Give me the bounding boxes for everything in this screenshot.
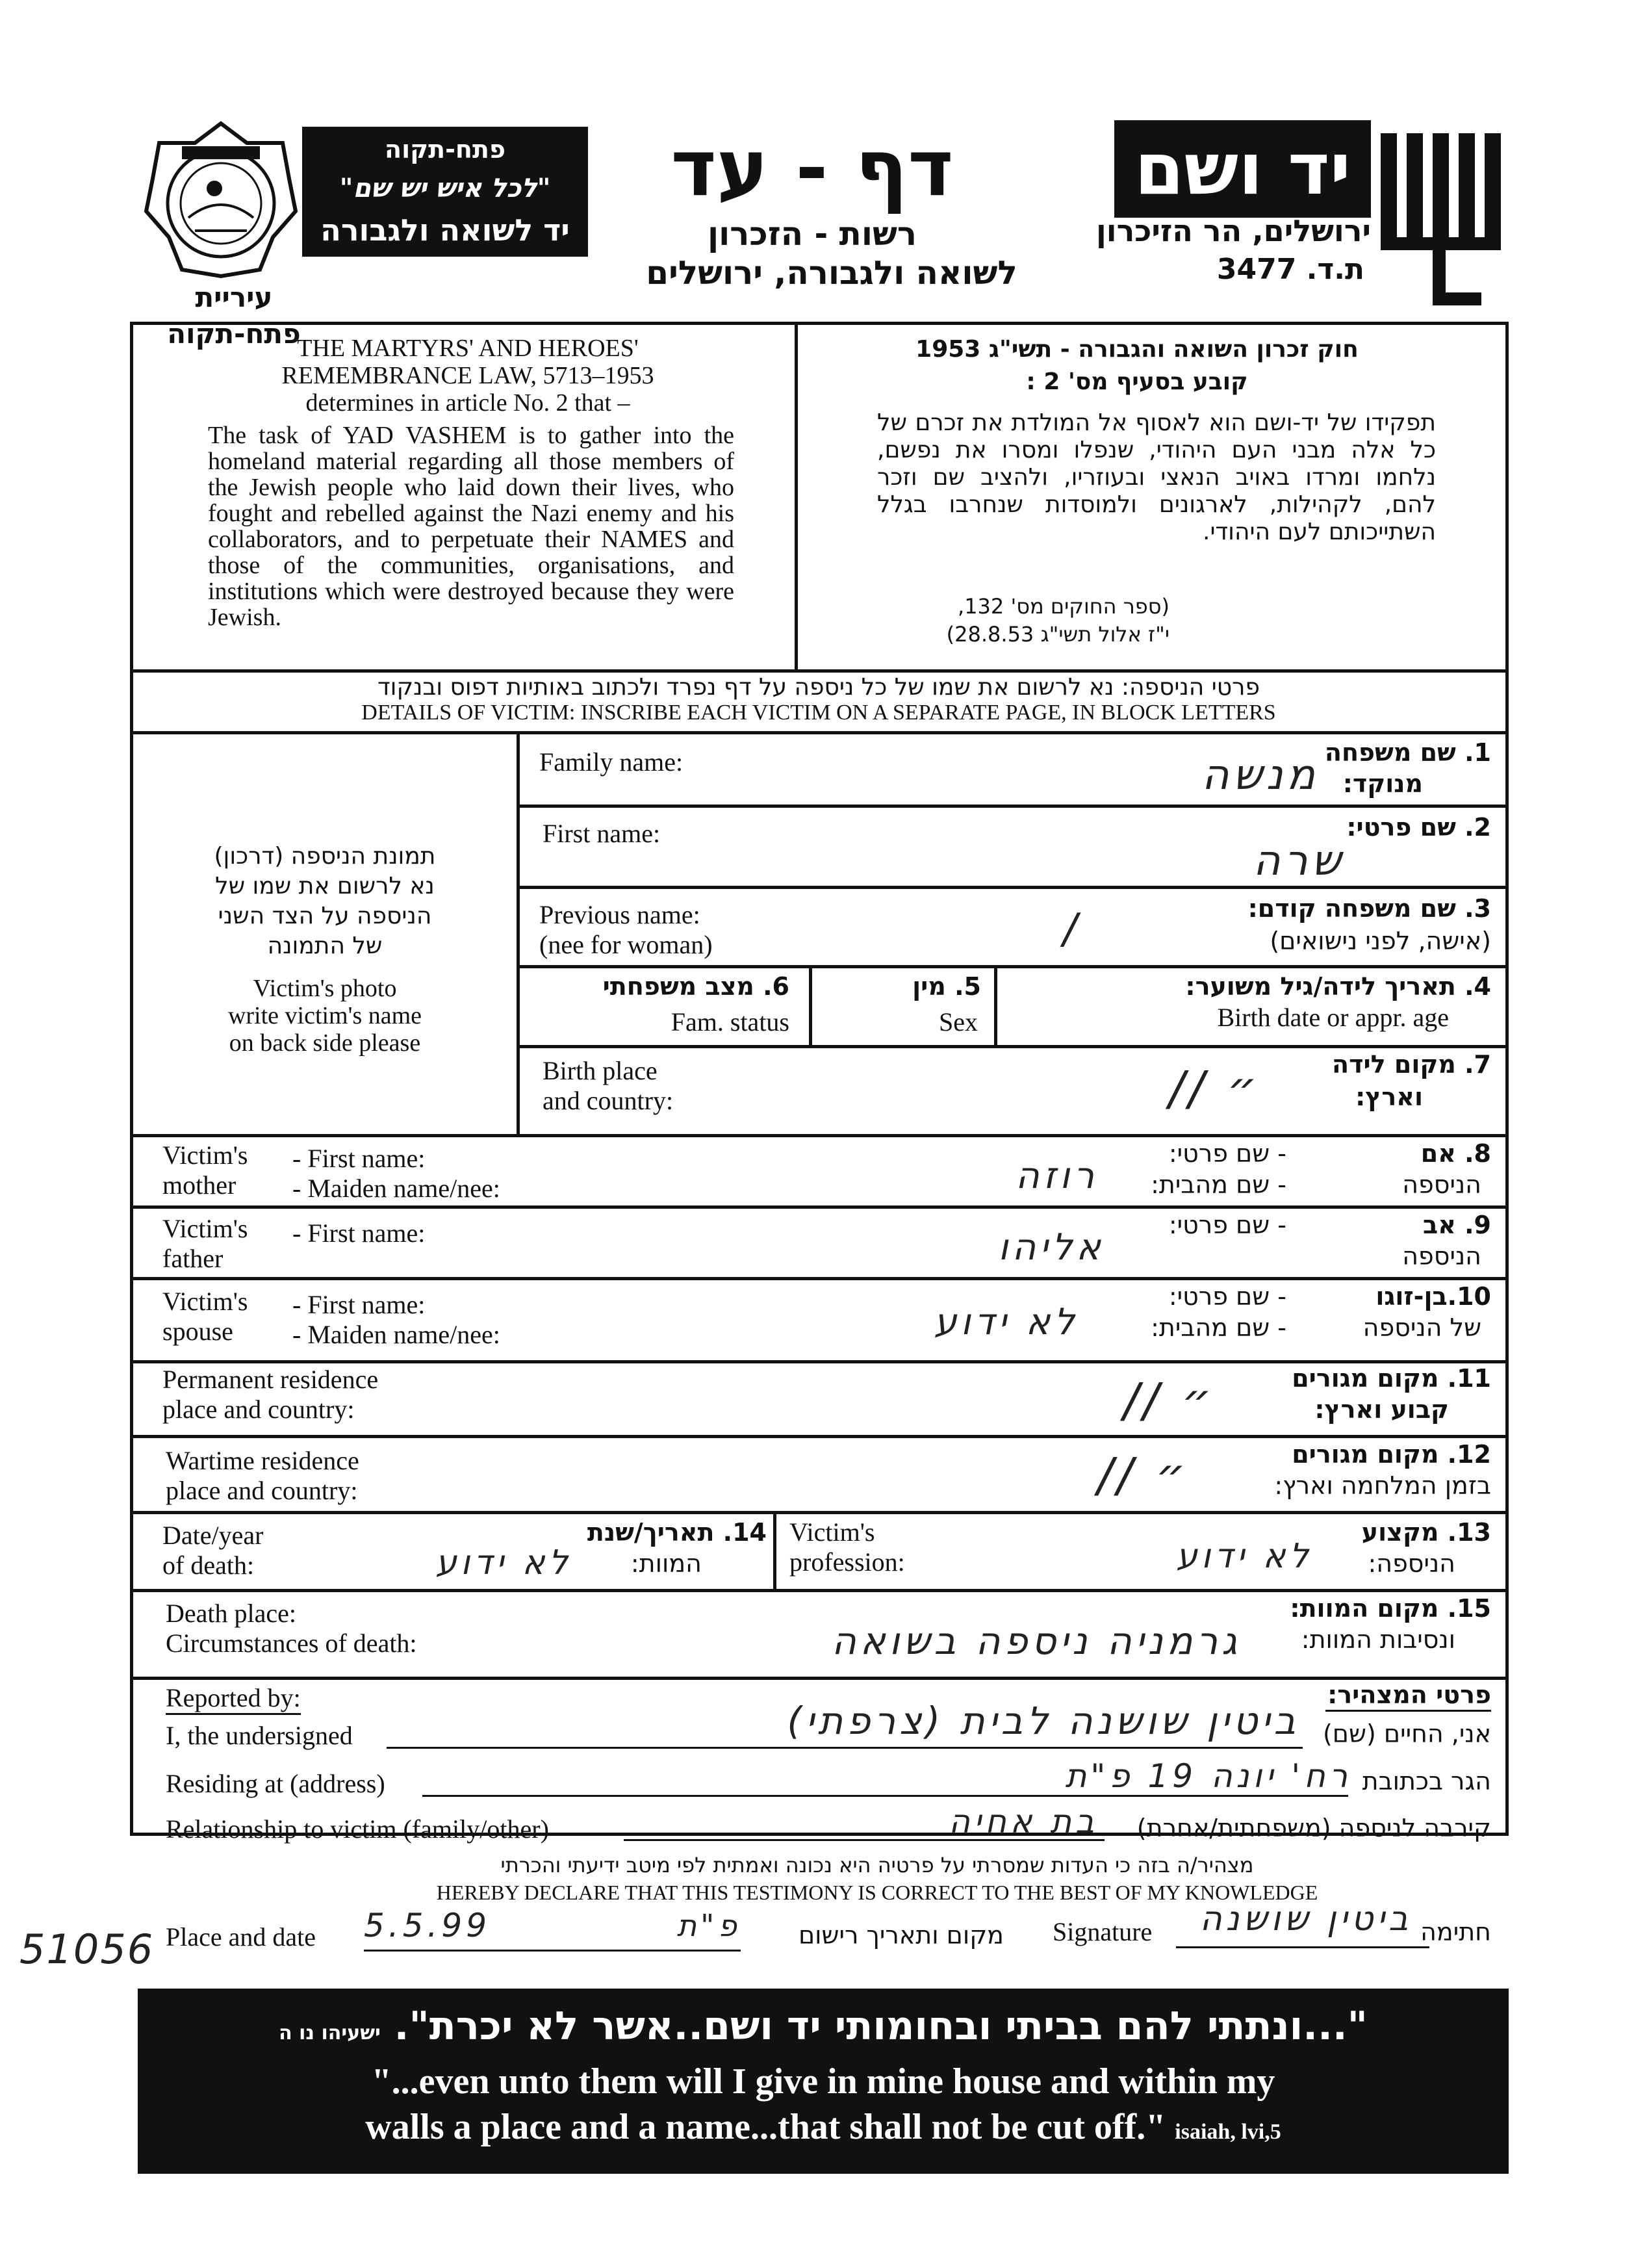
law-he-ref-1: (ספר החוקים מס' 132, [958, 594, 1169, 619]
field-3-en-2: (nee for woman) [539, 930, 713, 959]
field-birth-place-label [543, 1056, 673, 1116]
place-date-label: Place and date [166, 1922, 316, 1952]
center-subtitle-1: רשות - הזכרון [707, 215, 917, 253]
footer-en-quote [157, 2059, 1489, 2155]
footer-en-ref: isaiah, lvi,5 [1175, 2120, 1281, 2144]
field-birth-date-label: Birth date or appr. age [1217, 1003, 1449, 1032]
field-15-en-2: Circumstances of death: [166, 1629, 417, 1658]
field-10-en-3: - First name: [292, 1290, 426, 1319]
reporter-name-value[interactable]: ביטין שושנה לבית (צרפתי) [787, 1699, 1299, 1743]
field-death-place-label [166, 1599, 417, 1658]
reporter-address-value[interactable]: רח' יונה 19 פ"ת [1065, 1757, 1351, 1795]
law-he-title-1: חוק זכרון השואה והגבורה - תשי"ג 1953 [915, 336, 1359, 363]
field-death-place-value[interactable]: גרמניה ניספה בשואה [831, 1619, 1241, 1663]
field-12-en-1: Wartime residence [166, 1446, 359, 1475]
field-9-he-1: 9. אב [1423, 1211, 1491, 1239]
field-8-en-3: - First name: [292, 1144, 426, 1173]
field-11-he-2: קבוע וארץ: [1314, 1395, 1449, 1424]
field-15-he-1: 15. מקום המוות: [1290, 1594, 1491, 1623]
field-12-en-2: place and country: [166, 1476, 358, 1505]
field-14-en-1: Date/year [162, 1521, 264, 1550]
field-9-en-victim [162, 1214, 248, 1274]
field-14-he-2: המוות: [630, 1549, 702, 1578]
place-date-value[interactable]: 5.5.99 [364, 1907, 491, 1944]
petah-tikva-seal [143, 120, 299, 283]
field-previous-name-value[interactable]: / [1063, 905, 1081, 953]
field-15-en-1: Death place: [166, 1599, 296, 1628]
field-1-he-label-2: מנוקד: [1342, 769, 1423, 798]
field-2-he-label: 2. שם פרטי: [1346, 813, 1491, 842]
municipal-seal-icon [143, 120, 299, 283]
details-en-heading: DETAILS OF VICTIM: INSCRIBE EACH VICTIM ON A SEPARATE PAGE, IN BLOCK LETTERS [361, 701, 1276, 725]
field-9-he-3: - שם פרטי: [1168, 1211, 1286, 1239]
reporter-undersigned-label: I, the undersigned [166, 1721, 353, 1750]
field-first-name-label: First name: [543, 819, 661, 848]
yad-vashem-logo [1368, 120, 1517, 305]
field-11-en-2: place and country: [162, 1395, 355, 1424]
center-subtitle-2: לשואה ולגבורה, ירושלים [646, 254, 1017, 292]
field-10-he-3: - שם פרטי: [1168, 1282, 1286, 1311]
field-spouse-value[interactable]: לא ידוע [934, 1301, 1079, 1343]
photo-he-3: הניספה על הצד השני [218, 903, 432, 929]
field-profession-value[interactable]: לא ידוע [1176, 1537, 1312, 1576]
field-11-en-1: Permanent residence [162, 1365, 379, 1394]
place-date-he: מקום ותאריך רישום [798, 1921, 1004, 1950]
law-en-title [208, 335, 728, 417]
field-3-en-1: Previous name: [539, 900, 700, 929]
field-10-en-1: Victim's [162, 1287, 248, 1316]
photo-en-text [136, 975, 513, 1057]
field-10-en-names [292, 1290, 500, 1350]
yv-logo-text: יד ושם [1114, 120, 1371, 218]
yv-pobox: ת.ד. 3477 [1216, 253, 1364, 286]
field-8-he-3: - שם פרטי: [1168, 1139, 1286, 1168]
law-en-title-3: determines in article No. 2 that – [305, 389, 630, 417]
field-11-he-1: 11. מקום מגורים [1292, 1364, 1491, 1393]
field-8-en-2: mother [162, 1170, 236, 1200]
field-previous-name-label [539, 900, 713, 960]
field-13-he-1: 13. מקצוע [1361, 1518, 1491, 1547]
field-10-en-2: spouse [162, 1317, 233, 1346]
reporter-relationship-he: קירבה לניספה (משפחתית/אחרת) [1136, 1814, 1491, 1842]
field-4-he-label: 4. תאריך לידה/גיל משוער: [1185, 972, 1491, 1001]
declaration-he: מצהיר/ה בזה כי העדות שמסרתי על פרטיה היא נכונה ואמתית לפי מיטב ידיעתי והכרתי [500, 1853, 1254, 1877]
field-13-he-2: הניספה: [1368, 1549, 1455, 1578]
pt-box-line3: יד לשואה ולגבורה [320, 213, 570, 248]
footer-en-quote-1: "...even unto them will I give in mine house and within my [371, 2061, 1275, 2102]
field-9-en-1: Victim's [162, 1214, 248, 1243]
law-en-title-1: THE MARTYRS' AND HEROES' [297, 335, 639, 362]
field-14-en-2: of death: [162, 1551, 255, 1580]
field-1-he-label: 1. שם משפחה [1324, 738, 1491, 767]
field-12-he-1: 12. מקום מגורים [1292, 1440, 1491, 1469]
field-7-he-label-2: וארץ: [1355, 1083, 1423, 1111]
law-en-body: The task of YAD VASHEM is to gather into the homeland material regarding all those members of the Jewish people who laid down their lives, who fought and rebelled against the Nazi enemy and his collaborators, and to perpetuate their NAMES and those of the communities, organisations, and institutions which were destroyed because they were Jewish. [208, 422, 734, 631]
menorah-flame-icon [1368, 120, 1517, 305]
pt-box-line2: "לכל איש יש שם" [339, 174, 551, 203]
field-14-he-1: 14. תאריך/שנת [587, 1518, 767, 1547]
field-13-en-2: profession: [789, 1547, 905, 1577]
field-5-he-label: 5. מין [912, 972, 981, 1001]
field-3-he-label: 3. שם משפחה קודם: [1247, 894, 1491, 923]
place-date-value-2[interactable]: פ"ת [676, 1908, 741, 1943]
footer-en-quote-2: walls a place and a name...that shall not be cut off." [365, 2107, 1166, 2147]
reporter-relationship-label: Relationship to victim (family/other) [166, 1814, 549, 1844]
reporter-he-heading: פרטי המצהיר: [1325, 1680, 1491, 1712]
field-first-name-value[interactable]: שרה [1253, 837, 1345, 885]
reporter-en-heading: Reported by: [166, 1683, 301, 1715]
field-7-en-1: Birth place [543, 1056, 658, 1085]
field-7-he-label: 7. מקום לידה [1332, 1050, 1491, 1079]
photo-en-2: write victim's name [227, 1002, 422, 1029]
field-9-he-2: הניספה [1402, 1242, 1481, 1270]
signature-value[interactable]: ביטין שושנה [1199, 1900, 1412, 1939]
field-family-name-value[interactable]: מנשה [1201, 751, 1319, 799]
field-date-of-death-label [162, 1521, 263, 1580]
field-7-en-2: and country: [543, 1086, 674, 1115]
field-permanent-residence-value[interactable]: ״ // [1123, 1373, 1216, 1428]
footer-he-quote-text: "...ונתתי להם בביתי ובחומותי יד ושם..אשר לא יכרת". [394, 2004, 1368, 2049]
reporter-undersigned-he: אני, החיים (שם) [1322, 1720, 1491, 1748]
field-father-name-value[interactable]: אליהו [998, 1226, 1105, 1269]
photo-he-text [136, 842, 513, 961]
field-fam-status-label: Fam. status [671, 1007, 789, 1037]
field-wartime-residence-label [166, 1446, 359, 1506]
field-10-en-4: - Maiden name/nee: [292, 1320, 500, 1349]
field-10-he-2: של הניספה [1362, 1313, 1481, 1342]
field-8-en-1: Victim's [162, 1140, 248, 1170]
reporter-address-label: Residing at (address) [166, 1769, 385, 1798]
photo-he-4: של התמונה [267, 933, 383, 959]
field-8-he-4: - שם מהבית: [1151, 1170, 1286, 1199]
footer-quote-band [138, 1989, 1509, 2174]
field-sex-label: Sex [939, 1007, 978, 1037]
field-6-he-label: 6. מצב משפחתי [602, 972, 789, 1001]
photo-en-1: Victim's photo [253, 975, 397, 1002]
field-13-en-1: Victim's [789, 1517, 875, 1547]
signature-label: Signature [1053, 1917, 1153, 1946]
field-mother-name-value[interactable]: רוזה [1016, 1155, 1098, 1197]
field-date-of-death-value[interactable]: לא ידוע [435, 1543, 572, 1582]
field-birth-place-value[interactable]: ״ // [1169, 1061, 1261, 1116]
field-9-en-names: - First name: [292, 1218, 426, 1248]
photo-en-3: on back side please [229, 1029, 421, 1057]
yv-subtitle: ירושלים, הר הזיכרון [1095, 213, 1371, 248]
field-8-en-names [292, 1144, 500, 1204]
field-8-he-2: הניספה [1402, 1170, 1481, 1199]
field-10-he-1: 10.בן-זוגו [1375, 1282, 1491, 1311]
page-title: דף - עד [671, 123, 954, 214]
field-15-he-2: ונסיבות המוות: [1301, 1625, 1455, 1654]
field-profession-label [789, 1517, 905, 1577]
signature-he: חתימה [1420, 1918, 1491, 1946]
reporter-relationship-value[interactable]: בת אחיה [949, 1803, 1098, 1840]
petah-tikva-box [302, 127, 588, 257]
field-permanent-residence-label [162, 1365, 378, 1424]
footer-he-ref: ישעיהו נו ה [279, 2022, 381, 2044]
law-he-title-2: קובע בסעיף מס' 2 : [1026, 368, 1248, 395]
field-12-he-2: בזמן המלחמה וארץ: [1274, 1471, 1491, 1500]
field-8-he-1: 8. אם [1420, 1139, 1491, 1168]
law-he-ref-2: י"ז אלול תשי"ג 28.8.53) [946, 622, 1169, 647]
field-9-en-2: father [162, 1244, 224, 1273]
field-family-name-label: Family name: [539, 747, 684, 777]
footer-he-quote [157, 2000, 1489, 2059]
field-8-en-4: - Maiden name/nee: [292, 1174, 500, 1203]
photo-he-1: תמונת הניספה (דרכון) [214, 843, 436, 870]
reporter-address-he: הגר בכתובת [1362, 1767, 1491, 1796]
pt-box-line1: פתח-תקוה [385, 135, 505, 164]
field-wartime-residence-value[interactable]: ״ // [1097, 1448, 1190, 1502]
field-10-en-victim [162, 1287, 248, 1347]
photo-he-2: נא לרשום את שמו של [215, 873, 435, 899]
field-3-he-label-2: (אישה, לפני נישואים) [1270, 927, 1491, 955]
declaration-en: HEREBY DECLARE THAT THIS TESTIMONY IS CORRECT TO THE BEST OF MY KNOWLEDGE [436, 1881, 1318, 1904]
law-en-title-2: REMEMBRANCE LAW, 5713–1953 [281, 362, 654, 389]
details-he-heading: פרטי הניספה: נא לרשום את שמו של כל ניספה על דף נפרד ולכתוב באותיות דפוס ובנקוד [377, 674, 1260, 701]
law-he-body: תפקידו של יד-ושם הוא לאסוף אל המולדת את זכרם של כל אלה מבני העם היהודי, שנפלו ומסרו את נפשם, נלחמו ומרדו באויב הנאצי ובעוזריו, ולהציב שם וזכר להם, לקהילות, לארגונים ולמוסדות שנחרבו בגלל השתייכותם לעם היהודי. [877, 409, 1436, 545]
field-10-he-4: - שם מהבית: [1151, 1313, 1286, 1342]
field-8-en-victim [162, 1140, 248, 1200]
pt-municipality: עיריית פתח-תקוה [167, 281, 301, 350]
margin-stamp-number: 51056 [19, 1926, 155, 1973]
